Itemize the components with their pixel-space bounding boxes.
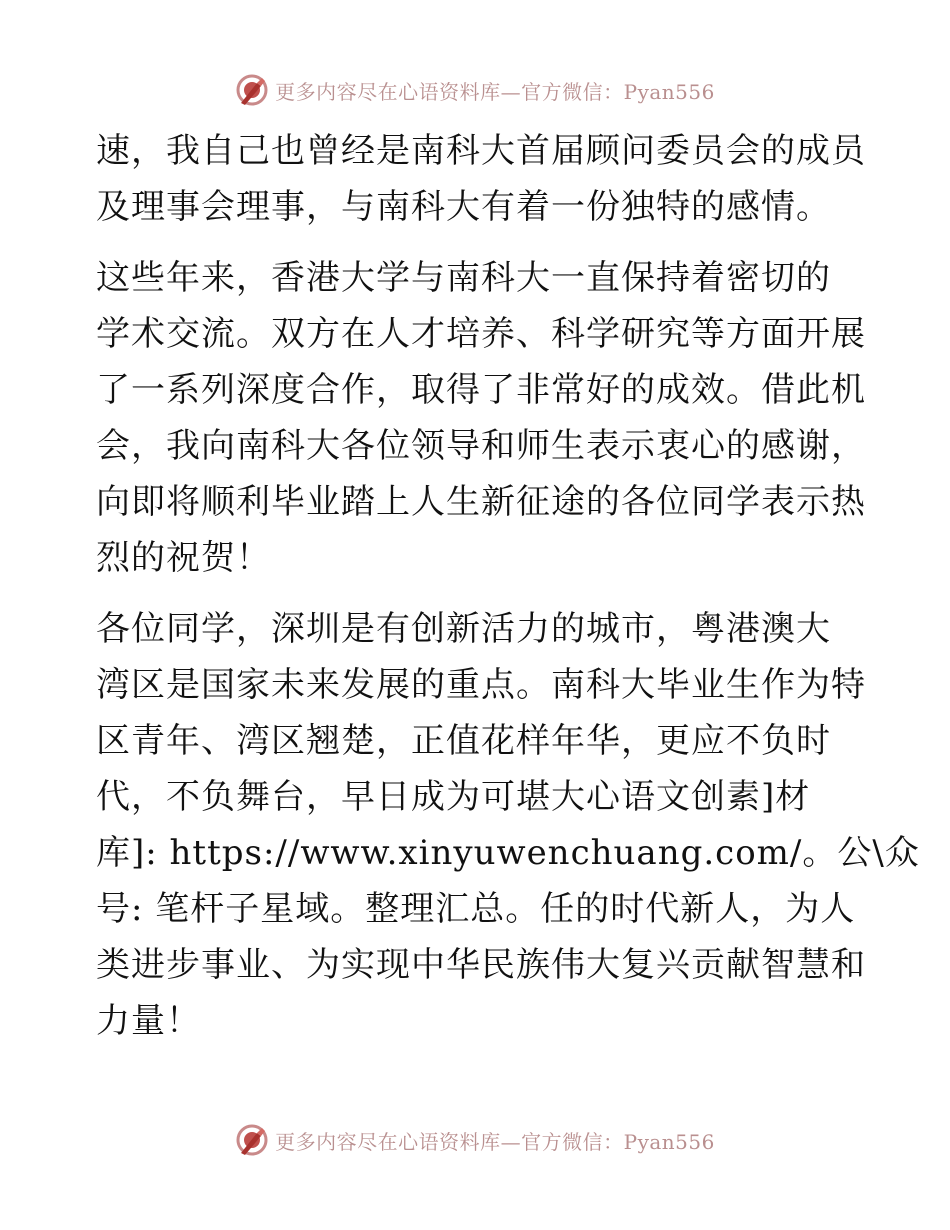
- text-line: 这些年来，香港大学与南科大一直保持着密切的: [96, 258, 831, 298]
- footer-watermark: [0, 1120, 950, 1160]
- text-line: 向即将顺利毕业踏上人生新征途的各位同学表示热: [96, 482, 866, 522]
- watermark-text: 更多内容尽在心语资料库—官方微信：Pyan556: [275, 1129, 715, 1154]
- text-line: 号: 笔杆子星域。整理汇总。任的时代新人，为人: [96, 889, 856, 929]
- text-line: 学术交流。双方在人才培养、科学研究等方面开展: [96, 314, 866, 354]
- text-line: 类进步事业、为实现中华民族伟大复兴贡献智慧和: [96, 945, 866, 985]
- text-line: 及理事会理事，与南科大有着一份独特的感情。: [96, 187, 831, 227]
- header-watermark: [0, 70, 950, 110]
- text-line: 会，我向南科大各位领导和师生表示衷心的感谢，: [96, 426, 866, 466]
- pen-circle-logo-icon: [235, 1123, 269, 1157]
- text-line: 库]: https://www.xinyuwenchuang.com/。公\众: [96, 833, 920, 873]
- text-line: 了一系列深度合作，取得了非常好的成效。借此机: [96, 370, 866, 410]
- paragraph-1: [96, 123, 866, 235]
- paragraph-3: [96, 601, 920, 1049]
- text-line: 区青年、湾区翘楚，正值花样年华，更应不负时: [96, 721, 831, 761]
- text-line: 各位同学，深圳是有创新活力的城市，粤港澳大: [96, 609, 831, 649]
- text-line: 力量！: [96, 1001, 201, 1041]
- text-line: 代，不负舞台，早日成为可堪大心语文创素]材: [96, 777, 811, 817]
- text-line: 烈的祝贺！: [96, 538, 271, 578]
- paragraph-2: [96, 250, 866, 586]
- document-body: [96, 123, 920, 1049]
- pen-circle-logo-icon: [235, 73, 269, 107]
- text-line: 湾区是国家未来发展的重点。南科大毕业生作为特: [96, 665, 866, 705]
- text-line: 速，我自己也曾经是南科大首届顾问委员会的成员: [96, 131, 866, 171]
- watermark-text: 更多内容尽在心语资料库—官方微信：Pyan556: [275, 79, 715, 104]
